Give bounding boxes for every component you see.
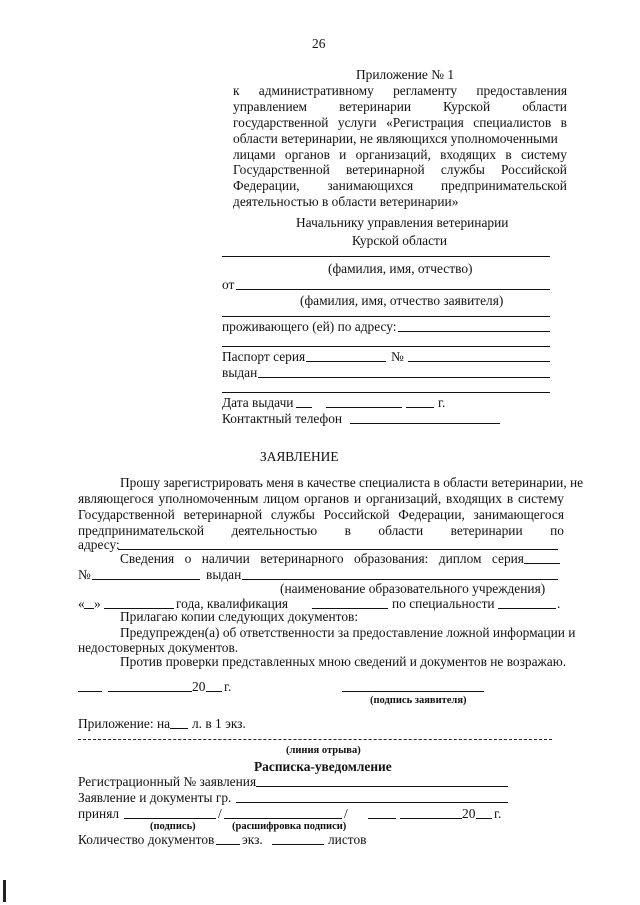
institution-field[interactable]	[242, 579, 558, 580]
receipt-title: Расписка-уведомление	[254, 759, 392, 774]
appendix-line	[233, 100, 567, 115]
sign-year-field[interactable]	[206, 691, 222, 692]
statement-line-1: Прошу зарегистрировать меня в качестве специалиста в области ветеринарии, не	[120, 475, 584, 490]
passport-number-label: №	[391, 349, 404, 364]
appendix-line	[233, 179, 567, 194]
address-field[interactable]	[398, 331, 550, 332]
applicant-name-field-2[interactable]	[222, 316, 550, 317]
statement-line-2: являющегося уполномоченным лицом органов и организаций, входящих в систему	[78, 491, 564, 506]
passport-number-field[interactable]	[408, 361, 550, 362]
education-word: образования:	[354, 551, 429, 566]
appendix-suffix: л. в 1 экз.	[192, 716, 246, 731]
scan-edge-mark	[3, 880, 6, 902]
diploma-number-label: №	[78, 567, 91, 582]
appendix-word: лицами	[233, 147, 276, 162]
appendix-word: Государственной	[233, 162, 330, 177]
appendix-word: Федерации,	[233, 178, 300, 193]
issue-month-field[interactable]	[326, 407, 402, 408]
sheets-count-field[interactable]	[272, 844, 324, 845]
issued-by-field[interactable]	[258, 377, 550, 378]
appendix-word: органов	[284, 147, 330, 162]
slash-1: /	[218, 806, 222, 821]
statement-l4-word: предпринимательской	[78, 523, 204, 538]
addressee-line-2: Курской области	[352, 233, 448, 248]
appendix-word: управлением	[233, 99, 308, 114]
tear-line	[78, 739, 552, 740]
sign-year-suffix: г.	[224, 679, 232, 694]
statement-l4-word: области	[378, 523, 424, 538]
specialty-field[interactable]	[498, 608, 556, 609]
diploma-issued-label: выдан	[206, 567, 242, 582]
statement-line-4	[78, 524, 564, 539]
warned-line-1: Предупрежден(а) об ответственности за предоставление ложной информации и	[120, 625, 576, 640]
appendix-line-text: области ветеринарии, не являющихся уполномоченными	[233, 131, 558, 146]
appendix-line	[233, 195, 567, 210]
phone-label: Контактный телефон	[222, 411, 343, 426]
passport-series-field[interactable]	[306, 361, 386, 362]
appendix-word: и	[339, 147, 347, 162]
appendix-word: государственной	[233, 115, 329, 130]
applicant-signature-caption: (подпись заявителя)	[370, 695, 467, 706]
education-line	[120, 552, 524, 567]
statement-address-label: адресу:	[78, 537, 120, 552]
appendix-word: ветеринарной	[345, 162, 425, 177]
reg-number-label: Регистрационный № заявления	[78, 774, 257, 789]
receiver-signature-caption: (подпись)	[150, 821, 196, 832]
address-label: проживающего (ей) по адресу:	[222, 319, 397, 334]
institution-caption: (наименование образовательного учреждения)	[280, 581, 546, 596]
address-field-2[interactable]	[222, 346, 550, 347]
appendix-line-text: деятельностью в области ветеринарии»	[233, 194, 459, 209]
warned-line-2: недостоверных документов.	[78, 640, 239, 655]
reg-number-field[interactable]	[256, 786, 508, 787]
appendix-word: в	[505, 147, 512, 162]
citizen-name-field[interactable]	[236, 802, 508, 803]
receipt-day-field[interactable]	[368, 818, 396, 819]
receipt-year-suffix: г.	[494, 806, 502, 821]
specialty-period: .	[557, 596, 561, 611]
slash-2: /	[344, 806, 348, 821]
issued-by-field-2[interactable]	[222, 392, 550, 393]
fio-caption: (фамилия, имя, отчество)	[328, 261, 473, 276]
applicant-signature-field[interactable]	[342, 691, 484, 692]
appendix-word: занимающихся	[327, 178, 414, 193]
appendix-word: Российской	[500, 162, 567, 177]
docs-from-label: Заявление и документы гр.	[78, 790, 232, 805]
receiver-decode-field[interactable]	[224, 818, 342, 819]
issue-day-field[interactable]	[296, 407, 312, 408]
tear-line-caption: (линия отрыва)	[286, 745, 361, 756]
sheets-label: листов	[328, 832, 367, 847]
issue-year-field[interactable]	[406, 407, 434, 408]
appendix-word: области	[522, 99, 567, 114]
appendix-word: входящих	[440, 147, 497, 162]
sign-day-field[interactable]	[78, 691, 102, 692]
statement-l4-word: по	[550, 523, 564, 538]
copies-label: экз.	[242, 832, 263, 847]
receipt-year-field[interactable]	[476, 818, 492, 819]
statement-address-field[interactable]	[118, 549, 558, 550]
addressee-line-1: Начальнику управления ветеринарии	[296, 215, 509, 230]
applicant-name-field[interactable]	[236, 289, 550, 290]
appendix-prefix: Приложение: на	[78, 716, 171, 731]
issue-year-suffix: г.	[438, 395, 446, 410]
appendix-word: в	[560, 115, 567, 130]
education-word: диплом	[438, 551, 482, 566]
page-number: 26	[312, 36, 326, 51]
appendix-word: административному	[258, 83, 374, 98]
receipt-month-field[interactable]	[400, 818, 462, 819]
specialty-label: по специальности	[392, 596, 495, 611]
education-word: Сведения	[120, 551, 175, 566]
statement-l4-word: ветеринарии	[450, 523, 523, 538]
accepted-label: принял	[78, 806, 120, 821]
appendix-word: предоставления	[476, 83, 567, 98]
appendix-title: Приложение № 1	[356, 67, 455, 82]
appendix-line	[233, 148, 567, 163]
appendix-word: к	[233, 83, 240, 98]
grad-date-close-quote: »	[94, 596, 101, 611]
passport-label: Паспорт серия	[222, 349, 306, 364]
sign-month-field[interactable]	[108, 691, 192, 692]
diploma-number-field[interactable]	[92, 579, 200, 580]
education-word: наличии	[201, 551, 250, 566]
doc-count-label: Количество документов	[78, 832, 215, 847]
phone-field[interactable]	[350, 423, 500, 424]
issued-label: выдан	[222, 365, 258, 380]
grad-day-field[interactable]	[84, 608, 94, 609]
consent-text: Против проверки представленных мною сведений и документов не возражаю.	[120, 654, 567, 669]
diploma-series-field[interactable]	[524, 563, 560, 564]
statement-title: ЗАЯВЛЕНИЕ	[260, 449, 339, 464]
appendix-word: услуги	[337, 115, 377, 130]
applicant-caption: (фамилия, имя, отчество заявителя)	[300, 293, 504, 308]
statement-l4-word: деятельностью	[231, 523, 318, 538]
grad-year-qualification: года, квалификация	[176, 596, 289, 611]
statement-line-3: Государственной ветеринарной службы Российской Федерации, занимающегося	[78, 507, 564, 522]
appendix-line	[233, 84, 567, 99]
from-label: от	[222, 277, 235, 292]
receiver-decode-caption: (расшифровка подписи)	[232, 821, 347, 832]
education-word: серия	[491, 551, 524, 566]
appendix-line	[233, 163, 567, 178]
appendix-word: Курской	[443, 99, 491, 114]
appendix-word: организаций,	[355, 147, 431, 162]
appendix-word: ветеринарии	[339, 99, 412, 114]
receiver-signature-field[interactable]	[124, 818, 216, 819]
copies-count-field[interactable]	[216, 844, 240, 845]
appendix-line	[233, 116, 567, 131]
education-word: о	[184, 551, 192, 566]
appendix-word: предпринимательской	[440, 178, 567, 193]
appendix-word: специалистов	[473, 115, 552, 130]
grad-date-open-quote: «	[78, 596, 85, 611]
head-name-field[interactable]	[222, 256, 550, 257]
appendix-line	[233, 132, 567, 147]
appendix-word: «Регистрация	[386, 115, 464, 130]
appendix-sheets-field[interactable]	[170, 728, 188, 729]
attach-copies: Прилагаю копии следующих документов:	[120, 609, 359, 624]
appendix-word: систему	[520, 147, 567, 162]
receipt-year-20: 20	[462, 806, 476, 821]
statement-l4-word: в	[344, 523, 351, 538]
appendix-word: регламенту	[393, 83, 458, 98]
education-word: ветеринарного	[260, 551, 344, 566]
appendix-word: службы	[440, 162, 485, 177]
sign-year-20: 20	[192, 679, 206, 694]
issue-date-label: Дата выдачи	[222, 395, 294, 410]
